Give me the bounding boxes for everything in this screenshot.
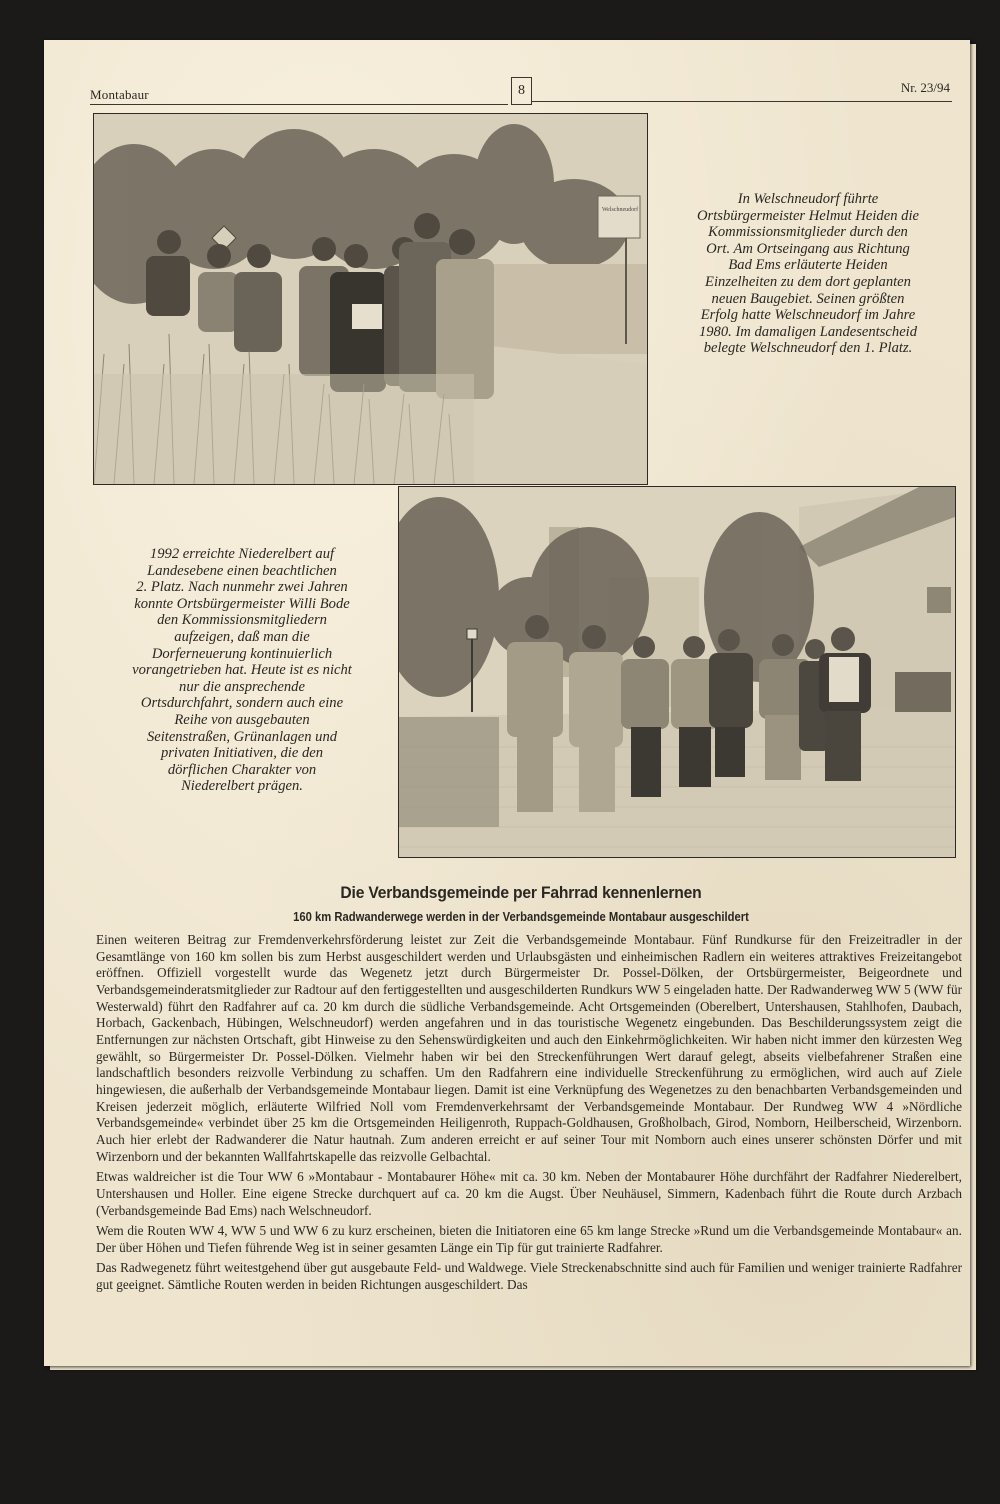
caption-line: Bad Ems erläuterte Heiden: [728, 257, 888, 274]
page-number: 8: [511, 77, 532, 105]
caption-line: 1980. Im damaligen Landesentscheid: [698, 323, 918, 340]
caption-line: Niederelbert prägen.: [181, 778, 303, 795]
caption-line: Dorferneuerung kontinuierlich: [151, 645, 333, 662]
caption-line: Erfolg hatte Welschneudorf im Jahre: [700, 307, 916, 324]
caption-line: Ortsbürgermeister Helmut Heiden die: [697, 207, 919, 224]
caption-line: konnte Ortsbürgermeister Willi Bode: [134, 595, 350, 612]
caption-line: Seitenstraßen, Grünanlagen und: [146, 728, 338, 745]
caption-line: 2. Platz. Nach nunmehr zwei Jahren: [136, 579, 348, 596]
caption-line: vorangetrieben hat. Heute ist es nicht: [132, 662, 352, 679]
article-paragraph: Das Radwegenetz führt weitestgehend über gut ausgebaute Feld- und Waldwege. Viele Streckenabschnitte sind auch für Familien und weniger trainierte Radfahrer gut geeignet. Sämtliche Routen werden in beiden Richtungen ausgeschildert. Das: [96, 1260, 962, 1293]
caption-line: neuen Baugebiet. Seinen größten: [711, 290, 905, 307]
newspaper-page: [44, 40, 970, 1366]
caption-line: Einzelheiten zu dem dort geplanten: [705, 273, 911, 290]
caption-welschneudorf: [658, 191, 958, 357]
caption-line: Reihe von ausgebauten: [174, 711, 310, 728]
caption-line: Kommissionsmitglieder durch den: [708, 224, 908, 241]
caption-line: aufzeigen, daß man die: [174, 628, 310, 645]
caption-line: dörflichen Charakter von: [167, 761, 317, 778]
caption-line: In Welschneudorf führte: [737, 191, 879, 207]
photo-niederelbert: [398, 486, 956, 858]
caption-line: Landesebene einen beachtlichen: [147, 562, 337, 579]
publication-name: Montabaur: [90, 87, 149, 102]
photo-welschneudorf: [93, 113, 648, 485]
caption-line: den Kommissionsmitgliedern: [157, 612, 327, 629]
caption-line: Ort. Am Ortseingang aus Richtung: [706, 240, 910, 257]
caption-niederelbert: [92, 546, 392, 795]
caption-line: Ortsdurchfahrt, sondern auch eine: [140, 695, 344, 712]
article-body: [96, 932, 962, 1298]
caption-line: nur die ansprechende: [179, 678, 305, 695]
caption-line: belegte Welschneudorf den 1. Platz.: [703, 340, 913, 357]
header-rule-right: [532, 101, 952, 102]
town-sign-text: Welschneudorf: [602, 207, 639, 213]
article-paragraph: Einen weiteren Beitrag zur Fremdenverkehrsförderung leistet zur Zeit die Verbandsgemeinde Montabaur. Fünf Rundkurse für den Freizeitradler in der Gesamtlänge von 160 km sollen bis zum Herbst ausgeschildert werden und Urlaubsgästen und einheimischen Radlern ein weiteres attraktives Freizeitangebot eröffnen. Offiziell vorgestellt wurde das Wegenetz jetzt durch Bürgermeister Dr. Possel-Dölken, der Ortsbürgermeister, Beigeordnete und Verbandsgemeinderatsmitglieder zur Radtour auf den fertiggestellten und ausgeschilderten Rundkurs WW 5 eingeladen hatte. Der Radwanderweg WW 5 (WW für Westerwald) führt den Radfahrer auf ca. 20 km durch die südliche Verbandsgemeinde. Acht Ortsgemeinden (Oberelbert, Untershausen, Stahlhofen, Daubach, Horbach, Gackenbach, Hübingen, Welschneudorf) werden angefahren und in das touristische Wegenetz eingebunden. Das Beschilderungssystem zeigt die Entfernungen zur nächsten Ortschaft, gibt Hinweise zu den Sehenswürdigkeiten und auch den Einkehrmöglichkeiten. Wir haben nicht immer den kürzesten Weg gewählt, so Bürgermeister Dr. Possel-Dölken. Vielmehr haben wir bei den Streckenführungen Wert darauf gelegt, abseits vielbefahrener Straßen eine landschaftlich besonders reizvolle Verbindung zu schaffen. Um den Radfahrern eine individuelle Streckenführung zu ermöglichen, wird auch auf Ziele hingewiesen, die außerhalb der Verbandsgemeinde Montabaur liegen. Damit ist eine Verknüpfung des Wegenetzes zu den benachbarten Verbandsgemeinden und Kreisen jederzeit möglich, erläuterte Wilfried Noll vom Fremdenverkehrsamt der Verbandsgemeinde Montabaur. Der Rundweg WW 4 »Nördliche Verbandsgemeinde« verbindet über 25 km die Ortsgemeinden Heiligenroth, Ruppach-Goldhausen, Großholbach, Girod, Nomborn, Heilberscheid, Wirzenborn. Auch hier erlebt der Radwanderer die Natur hautnah. Zum anderen erreicht er auf seiner Tour mit Nomborn auch eines unserer schönsten Dörfer und mit Wirzenborn und der bekannten Wallfahrtskapelle das reizvolle Gelbachtal.: [96, 932, 962, 1164]
header-rule-left: [90, 104, 508, 105]
issue-number: Nr. 23/94: [900, 80, 950, 95]
article-paragraph: Etwas waldreicher ist die Tour WW 6 »Montabaur - Montabaurer Höhe« mit ca. 30 km. Neben der Montabaurer Höhe durchfährt der Radfahrer Niederelbert, Untershausen und Holler. Eine eigene Strecke durchquert auf ca. 20 km die Augst. Über Neuhäusel, Simmern, Kadenbach führt die Route durch Arzbach (Verbandsgemeinde Bad Ems) nach Welschneudorf.: [96, 1169, 962, 1218]
article-subtitle: 160 km Radwanderwege werden in der Verbandsgemeinde Montabaur ausgeschildert: [293, 910, 749, 924]
article-title: Die Verbandsgemeinde per Fahrrad kennenlernen: [340, 883, 702, 902]
caption-line: 1992 erreichte Niederelbert auf: [149, 546, 335, 562]
caption-line: privaten Initiativen, die den: [160, 745, 324, 762]
article-paragraph: Wem die Routen WW 4, WW 5 und WW 6 zu kurz erscheinen, bieten die Initiatoren eine 65 km lange Strecke »Rund um die Verbandsgemeinde Montabaur« an. Der über Höhen und Tiefen führende Weg ist in seiner gesamten Länge ein Tip für gut trainierte Radfahrer.: [96, 1223, 962, 1255]
